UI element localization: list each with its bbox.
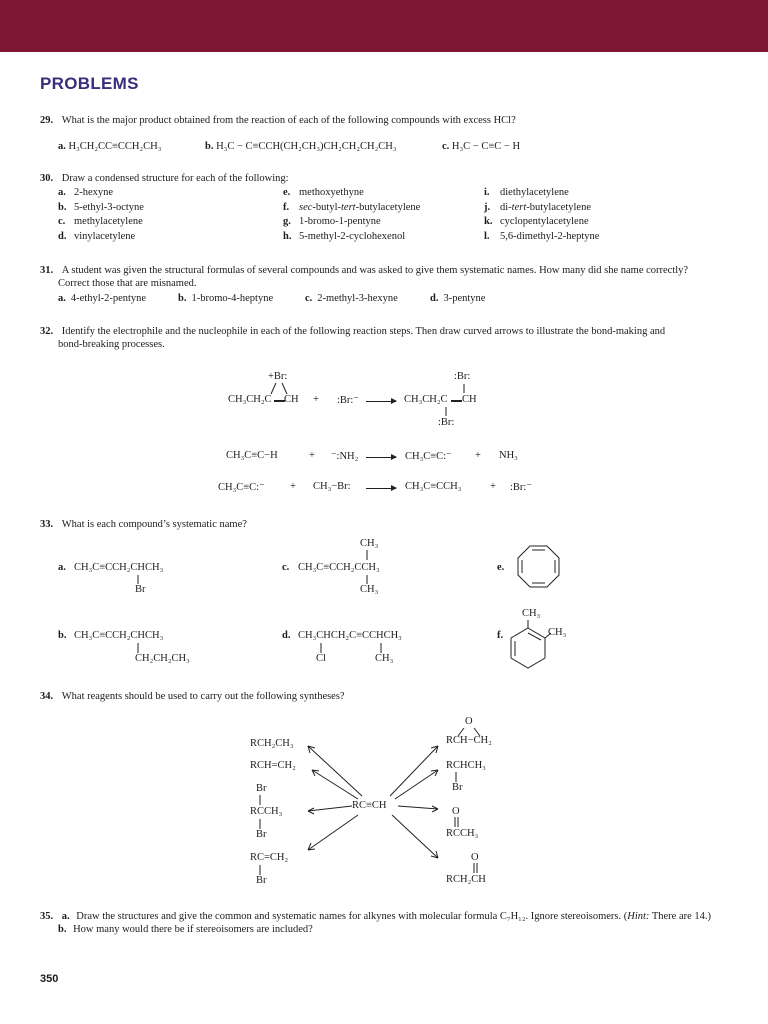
item-text: 5,6-dimethyl-2-heptyne xyxy=(500,230,600,242)
r1-bromonium-br: +Br: xyxy=(268,371,288,382)
item-label: b. xyxy=(58,924,67,935)
p34-gem-br-bottom: Br xyxy=(256,829,267,840)
r3-reactant: CH₃C≡C:⁻ xyxy=(218,482,265,493)
problem-text: What is each compound’s systematic name? xyxy=(61,519,247,530)
item-text: 5-methyl-2-cyclohexenol xyxy=(299,230,406,242)
problem-number: 29. xyxy=(40,115,54,126)
p34-product-alkane: RCH₂CH₃ xyxy=(250,738,294,749)
item-label: k. xyxy=(484,216,493,227)
p33-a-substituent: Br xyxy=(135,584,146,595)
item-text: 2-hexyne xyxy=(74,187,114,198)
r2-plus: + xyxy=(309,450,315,461)
r2-product2: NH₃ xyxy=(499,450,518,461)
problem-number: 31. xyxy=(40,265,54,276)
p34-vinyl-bromide: RC=CH₂ xyxy=(250,852,289,863)
item-label: b. xyxy=(178,293,187,304)
item-label: f. xyxy=(283,201,290,213)
p33-b-formula: CH₃C≡CCH₂CHCH₃ xyxy=(74,630,164,641)
problem-number: 35. xyxy=(40,911,54,922)
p35-a-text: Draw the structures and give the common and systematic names for alkynes with molecular formula C₇H₁₂. Ignore stereoisomers. ( xyxy=(76,911,628,922)
p33-b-substituent: CH₂CH₂CH₃ xyxy=(135,653,190,664)
p35-b-text: How many would there be if stereoisomers are included? xyxy=(73,924,313,935)
item-text: methoxyethyne xyxy=(299,187,364,198)
p33-f-methyl-2: CH₃ xyxy=(548,627,567,638)
r1-product-bottom: :Br: xyxy=(438,417,455,428)
item-label: c. xyxy=(58,216,66,227)
r3-plus2: + xyxy=(490,481,496,492)
p33-d-substituent-2: CH₃ xyxy=(375,653,394,664)
r1-bond-left xyxy=(271,383,276,394)
r2-product: CH₃C≡C:⁻ xyxy=(405,451,452,462)
item-label: a. xyxy=(61,911,70,922)
item-formula: H₃CH₂CC≡CCH₂CH₃ xyxy=(68,141,162,152)
r1-reagent: :Br:⁻ xyxy=(337,395,359,406)
r1-product: CH₃CH₂C xyxy=(404,394,448,405)
item-text: 5-ethyl-3-octyne xyxy=(74,201,144,213)
p33-e-label: e. xyxy=(497,562,505,573)
problem-text-line2: Correct those that are misnamed. xyxy=(58,278,197,289)
p34-bromoalkane: RCHCH₃ xyxy=(446,760,486,771)
r1-plus: + xyxy=(313,394,319,405)
problem-number: 32. xyxy=(40,326,54,337)
p33-b-label: b. xyxy=(58,630,67,641)
p33-c-top: CH₃ xyxy=(360,538,379,549)
problem-number: 30. xyxy=(40,173,54,184)
r1-bond-right xyxy=(282,383,287,394)
problem-number: 34. xyxy=(40,691,54,702)
r2-reactant: CH₃C≡C−H xyxy=(226,450,278,461)
item-text: vinylacetylene xyxy=(74,230,136,242)
p34-arrows xyxy=(308,746,438,858)
p34-center-alkyne: RC≡CH xyxy=(352,800,387,811)
item-text: 1-bromo-1-pentyne xyxy=(299,216,381,227)
p33-f-methyl-bond-2 xyxy=(545,633,551,638)
r3-reagent: CH₃−Br: xyxy=(313,481,351,492)
p33-e-ring xyxy=(518,546,559,587)
p33-a-formula: CH₃C≡CCH₂CHCH₃ xyxy=(74,562,164,573)
p33-c-substituent: CH₃ xyxy=(360,584,379,595)
item-label: d. xyxy=(58,230,67,242)
p34-vinyl-br: Br xyxy=(256,875,267,886)
item-formula: H₃C − C≡CCH(CH₂CH₃)CH₂CH₂CH₂CH₃ xyxy=(216,141,397,152)
item-text: 3-pentyne xyxy=(443,293,486,304)
item-label: a. xyxy=(58,187,66,198)
p33-f-ring xyxy=(511,628,545,668)
item-label: e. xyxy=(283,187,291,198)
problem-text: What reagents should be used to carry out the following syntheses? xyxy=(61,691,345,702)
item-text: diethylacetylene xyxy=(500,187,569,198)
p33-a-label: a. xyxy=(58,562,66,573)
p35-hint-label: Hint: xyxy=(627,911,650,922)
r3-product2: :Br:⁻ xyxy=(510,482,532,493)
p33-c-label: c. xyxy=(282,562,290,573)
r2-reagent: ⁻:NH₂ xyxy=(331,451,359,462)
item-text: 1-bromo-4-heptyne xyxy=(191,293,274,304)
problem-text: Identify the electrophile and the nucleophile in each of the following reaction steps. Then draw curved arrows to illustrate the bond-making and xyxy=(61,326,666,337)
item-label: d. xyxy=(430,293,439,304)
item-label: c. xyxy=(442,141,450,152)
item-formula: H₃C − C≡C − H xyxy=(451,141,521,152)
r1-product-top: :Br: xyxy=(454,371,471,382)
p34-gem-dibromide: RCCH₃ xyxy=(250,806,283,817)
item-label: a. xyxy=(58,293,66,304)
p34-gem-br-top: Br xyxy=(256,783,267,794)
p33-c-formula: CH₃C≡CCH₂CCH₃ xyxy=(298,562,380,573)
item-text: methylacetylene xyxy=(74,216,143,227)
r1-product-end: CH xyxy=(462,394,477,405)
p35-a-text-end: There are 14.) xyxy=(649,911,712,922)
item-label: c. xyxy=(305,293,313,304)
p34-aldehyde-o: O xyxy=(471,852,479,863)
item-text: cyclopentylacetylene xyxy=(500,216,589,227)
item-label: i. xyxy=(484,187,490,198)
item-label: j. xyxy=(484,201,491,213)
r3-product: CH₃C≡CCH₃ xyxy=(405,481,462,492)
r3-plus: + xyxy=(290,481,296,492)
item-label: g. xyxy=(283,216,291,227)
problem-text: Draw a condensed structure for each of the following: xyxy=(61,173,289,184)
p34-epoxide-o: O xyxy=(465,716,473,727)
r1-reactant-end: CH xyxy=(284,394,299,405)
item-label: a. xyxy=(58,141,66,152)
item-text: di-tert-butylacetylene xyxy=(500,201,591,213)
item-text: 2-methyl-3-hexyne xyxy=(317,293,398,304)
p34-epoxide-bond-2 xyxy=(474,728,480,736)
item-text: sec-butyl-tert-butylacetylene xyxy=(299,201,421,213)
section-title: PROBLEMS xyxy=(40,74,139,93)
p33-d-substituent-1: Cl xyxy=(316,653,326,664)
page-number: 350 xyxy=(40,973,59,985)
p34-product-alkene: RCH=CH₂ xyxy=(250,760,296,771)
p34-ketone: RCCH₃ xyxy=(446,828,479,839)
item-label: l. xyxy=(484,230,490,242)
p34-ketone-o: O xyxy=(452,806,460,817)
p34-epoxide-bond-1 xyxy=(458,728,464,736)
p33-f-methyl-1: CH₃ xyxy=(522,608,541,619)
item-label: h. xyxy=(283,230,292,242)
problem-number: 33. xyxy=(40,519,54,530)
p33-d-label: d. xyxy=(282,630,291,641)
item-text: 4-ethyl-2-pentyne xyxy=(70,293,147,304)
p34-aldehyde: RCH₂CH xyxy=(446,874,486,885)
p33-f-label: f. xyxy=(497,630,504,641)
problem-text-line2: bond-breaking processes. xyxy=(58,339,165,350)
p33-d-formula: CH₃CHCH₂C≡CCHCH₃ xyxy=(298,630,402,641)
item-label: b. xyxy=(58,201,67,213)
p34-bromoalkane-br: Br xyxy=(452,782,463,793)
r2-plus2: + xyxy=(475,450,481,461)
p34-epoxide: RCH−CH₂ xyxy=(446,735,492,746)
problem-text: What is the major product obtained from the reaction of each of the following compounds with excess HCl? xyxy=(61,115,516,126)
problem-text: A student was given the structural formulas of several compounds and was asked to give them systematic names. How many did she name correctly? xyxy=(61,265,689,276)
r1-reactant: CH₃CH₂C xyxy=(228,394,272,405)
item-label: b. xyxy=(205,141,214,152)
